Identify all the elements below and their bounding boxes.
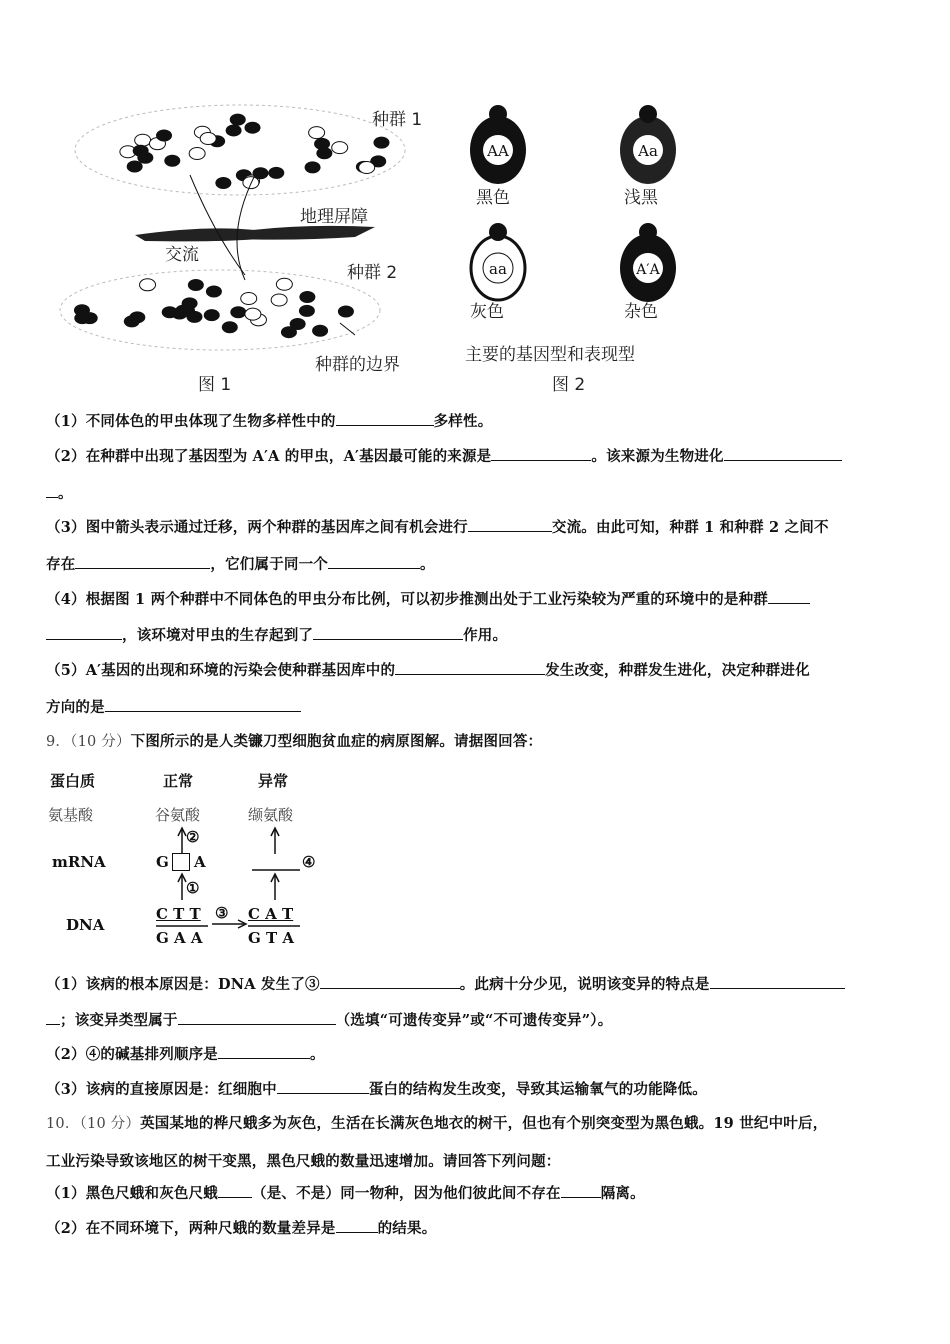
beetle-icon: [200, 133, 216, 145]
q8-part4-cont: ，该环境对甲虫的生存起到了 作用。: [46, 624, 507, 645]
diagram-mrna: mRNA: [52, 853, 106, 871]
population2-label: 种群 2: [347, 263, 398, 283]
q9-part1-cont: ；该变异类型属于 （选填“可遗传变异”或“不可遗传变异”）。: [46, 1009, 612, 1030]
q8-part2: （2）在种群中出现了基因型为 A′A 的甲虫，A′基因最可能的来源是 。该来源为生物进化: [46, 445, 842, 466]
beetle-icon: [299, 291, 315, 303]
beetle-icon: [299, 305, 315, 317]
barrier-label: 地理屏障: [300, 207, 368, 227]
q10-part1: （1）黑色尺蛾和灰色尺蛾 （是、不是）同一物种，因为他们彼此间不存在 隔离。: [46, 1185, 645, 1202]
beetle-icon: [305, 161, 321, 173]
exchange-label: 交流: [165, 245, 199, 265]
light-black-label: 浅黑: [624, 188, 658, 208]
q10-part2: （2）在不同环境下，两种尺蛾的数量差异是 的结果。: [46, 1220, 437, 1237]
beetle-icon: [188, 279, 204, 291]
beetle-icon: [373, 137, 389, 149]
step2-label: ②: [186, 828, 200, 846]
q9-part1: （1）该病的根本原因是：DNA 发生了③ 。此病十分少见，说明该变异的特点是: [46, 973, 845, 994]
svg-text:AA: AA: [487, 142, 509, 160]
svg-text:Aa: Aa: [638, 142, 658, 160]
beetle-icon: [290, 318, 306, 330]
beetle-black-icon: [460, 100, 540, 195]
step3-label: ③: [215, 904, 229, 922]
figure1-caption: 图 1: [198, 375, 232, 395]
figure2-subtitle: 主要的基因型和表现型: [465, 345, 635, 365]
black-label: 黑色: [476, 188, 510, 208]
beetle-icon: [338, 305, 354, 317]
beetle-icon: [268, 167, 284, 179]
beetle-icon: [271, 294, 287, 306]
q9-part3: （3）该病的直接原因是：红细胞中 蛋白的结构发生改变，导致其运输氧气的功能降低。: [46, 1081, 707, 1098]
q9-stem: 9．（10 分）下图所示的是人类镰刀型细胞贫血症的病原图解。请据图回答：: [46, 733, 543, 750]
step1-label: ①: [186, 879, 200, 897]
diagram-a: A: [194, 853, 206, 871]
beetle-icon: [222, 321, 238, 333]
diagram-valine: 缬氨酸: [248, 806, 294, 824]
q8-part2-cont: 。: [46, 482, 73, 503]
q8-part3: （3）图中箭头表示通过迁移，两个种群的基因库之间有机会进行 交流。由此可知，种群 1 和种群 2 之间不: [46, 519, 829, 536]
abnormal-dna-bottom: G T A: [248, 929, 295, 947]
q9-part2: （2）④的碱基排列顺序是 。: [46, 1046, 325, 1063]
beetle-icon: [162, 306, 178, 318]
diagram-abnormal: 异常: [258, 772, 289, 790]
beetle-icon: [140, 279, 156, 291]
q8-part5-cont: 方向的是: [46, 696, 301, 717]
beetle-icon: [245, 308, 261, 320]
normal-dna-top: C T T: [156, 905, 201, 923]
boundary-label: 种群的边界: [315, 355, 400, 375]
diagram-arrows: [40, 760, 340, 960]
beetle-icon: [164, 155, 180, 167]
abnormal-dna-top: C A T: [248, 905, 294, 923]
diagram-protein: 蛋白质: [50, 772, 96, 790]
beetle-icon: [276, 278, 292, 290]
figure2-caption: 图 2: [552, 375, 586, 395]
diagram-glutamate: 谷氨酸: [155, 806, 201, 824]
svg-text:aa: aa: [489, 260, 507, 278]
q10-stem-cont: 工业污染导致该地区的树干变黑，黑色尺蛾的数量迅速增加。请回答下列问题：: [46, 1153, 561, 1170]
beetle-icon: [312, 325, 328, 337]
beetle-icon: [230, 114, 246, 126]
diagram-amino-acid: 氨基酸: [48, 806, 94, 824]
step4-label: ④: [302, 853, 316, 871]
beetle-icon: [226, 124, 242, 136]
beetle-icon: [332, 142, 348, 154]
beetle-icon: [252, 167, 268, 179]
q8-part4: （4）根据图 1 两个种群中不同体色的甲虫分布比例，可以初步推测出处于工业污染较为严重的环境中的是种群: [46, 588, 810, 609]
q8-part3-cont: 存在 ，它们属于同一个 。: [46, 556, 435, 573]
diagram-dna: DNA: [66, 916, 105, 934]
beetle-icon: [206, 285, 222, 297]
beetle-icon: [74, 312, 90, 324]
beetle-icon: [124, 315, 140, 327]
beetle-icon: [215, 177, 231, 189]
gray-label: 灰色: [470, 302, 504, 322]
diagram-normal: 正常: [163, 772, 194, 790]
beetle-icon: [135, 134, 151, 146]
beetle-icon: [241, 292, 257, 304]
mixed-label: 杂色: [624, 302, 658, 322]
beetle-light-black-icon: [610, 100, 690, 195]
q8-part1: （1）不同体色的甲虫体现了生物多样性中的 多样性。: [46, 413, 493, 430]
q10-stem: 10．（10 分）英国某地的桦尺蛾多为灰色，生活在长满灰色地衣的树干，但也有个别突变型为黑色蛾。19 世纪中叶后，: [46, 1115, 828, 1132]
beetle-icon: [245, 122, 261, 134]
diagram-g: G: [156, 853, 169, 871]
beetle-icon: [137, 152, 153, 164]
beetle-icon: [359, 162, 375, 174]
beetle-icon: [230, 306, 246, 318]
beetle-icon: [316, 147, 332, 159]
beetle-icon: [156, 130, 172, 142]
beetle-icon: [309, 127, 325, 139]
normal-dna-bottom: G A A: [156, 929, 203, 947]
beetle-icon: [204, 309, 220, 321]
population1-label: 种群 1: [372, 110, 423, 130]
beetle-icon: [186, 311, 202, 323]
svg-text:A′A: A′A: [636, 262, 660, 278]
beetle-icon: [182, 297, 198, 309]
q8-part5: （5）A′基因的出现和环境的污染会使种群基因库中的 发生改变，种群发生进化，决定种群进化: [46, 662, 810, 679]
beetle-icon: [189, 148, 205, 160]
